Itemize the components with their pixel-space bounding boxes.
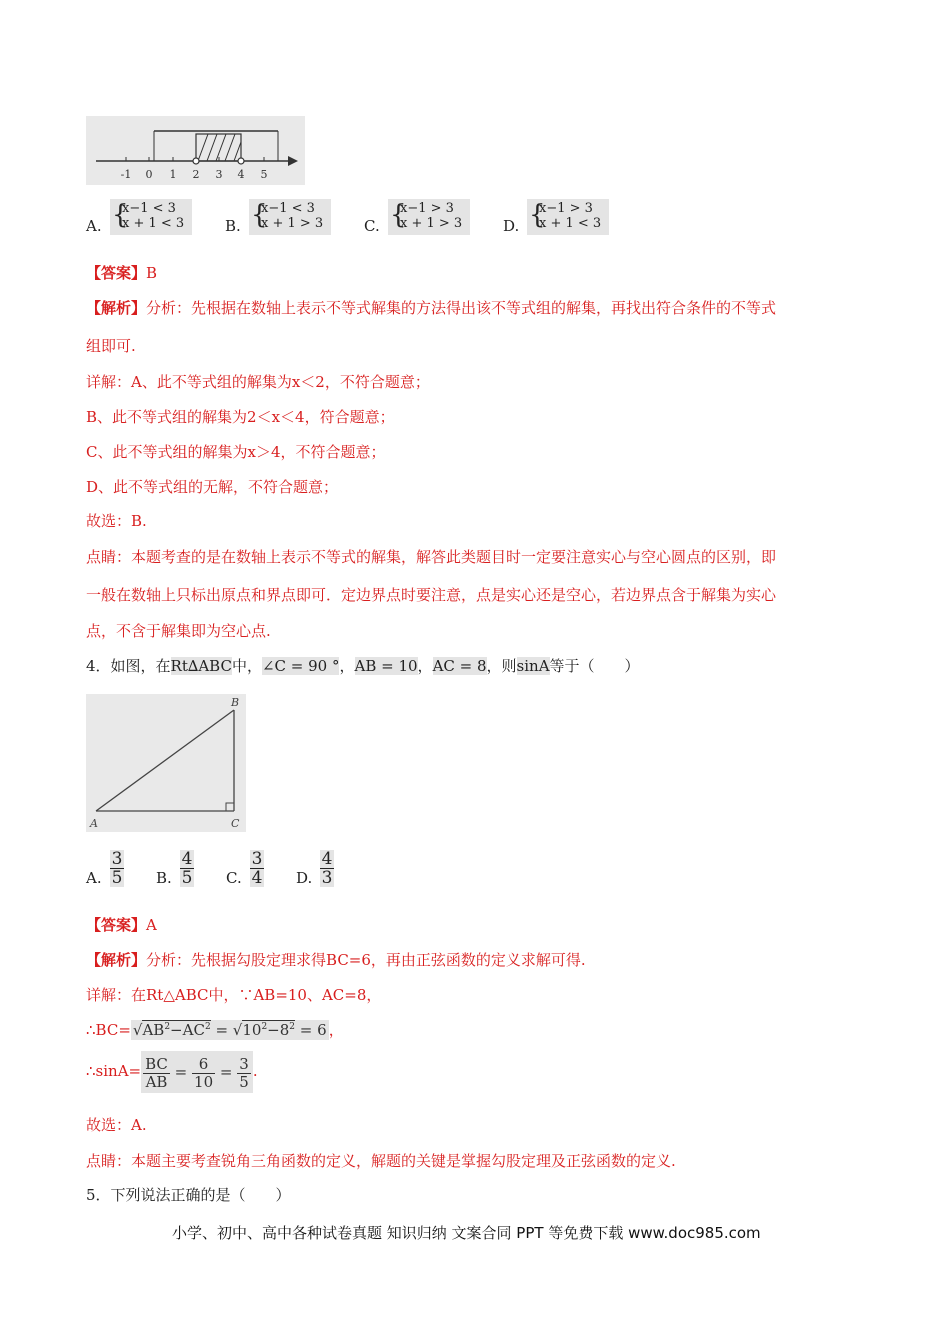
option-a-system: { x−1 < 3 x + 1 < 3 (110, 199, 192, 235)
inequality-2: x + 1 < 3 (122, 216, 185, 231)
q3-analysis-line-1: 【解析】分析：先根据在数轴上表示不等式解集的方法得出该不等式组的解集，再找出符合条件的不等式 (86, 299, 777, 317)
q3-detail-c: C、此不等式组的解集为x＞4，不符合题意； (86, 443, 386, 461)
option-b-label: B. (225, 217, 241, 235)
sin-expression: $\frac{BC}{AB}$ = $\frac{6}{10}$ = $\frac{3}{5}$ (141, 1051, 253, 1093)
q3-detail-b: B、此不等式组的解集为2＜x＜4，符合题意； (86, 408, 395, 426)
tick-label: -1 (120, 168, 132, 181)
inequality-1: x−1 < 3 (261, 201, 315, 216)
q4-option-b-label: B. (156, 869, 172, 887)
page-footer: 小学、初中、高中各种试卷真题 知识归纳 文案合同 PPT 等免费下载 www.doc985.com (172, 1224, 761, 1242)
tick-label: 4 (237, 168, 245, 181)
q3-comment-line-2: 一般在数轴上只标出原点和界点即可．定边界点时要注意，点是实心还是空心，若边界点含于解集为实心 (86, 586, 777, 604)
q4-option-d-fraction: 4 3 (321, 849, 333, 888)
q4-answer: 【答案】A (86, 916, 157, 934)
vertex-c-label: C (231, 817, 240, 830)
q4-question: 4．如图，在Rt∆ABC中，∠C = 90 °，AB = 10，AC = 8，则sinA等于（ ） (86, 657, 640, 675)
vertex-a-label: A (90, 817, 98, 830)
tick-label: 5 (260, 168, 268, 181)
q4-comment: 点睛：本题主要考查锐角三角函数的定义，解题的关键是掌握勾股定理及正弦函数的定义. (86, 1152, 676, 1170)
q3-detail-a: 详解：A、此不等式组的解集为x＜2，不符合题意； (86, 373, 430, 391)
q4-option-c-label: C. (226, 869, 242, 887)
q4-choose: 故选：A. (86, 1116, 147, 1134)
inequality-2: x + 1 > 3 (261, 216, 324, 231)
tick-label: 2 (192, 168, 200, 181)
tick-label: 1 (169, 168, 177, 181)
q4-option-a-label: A. (86, 869, 102, 887)
inequality-2: x + 1 < 3 (539, 216, 602, 231)
option-a-label: A. (86, 217, 102, 235)
tick-label: 3 (215, 168, 223, 181)
option-b-system: { x−1 < 3 x + 1 > 3 (249, 199, 331, 235)
number-line-figure (86, 116, 305, 185)
option-c-system: { x−1 > 3 x + 1 > 3 (388, 199, 470, 235)
q4-detail: 详解：在Rt△ABC中，∵AB=10、AC=8， (86, 986, 382, 1004)
q3-detail-d: D、此不等式组的无解，不符合题意； (86, 478, 339, 496)
q5-question: 5．下列说法正确的是（ ） (86, 1186, 291, 1204)
tick-label: 0 (145, 168, 153, 181)
triangle-figure (86, 694, 246, 832)
number-line-svg (86, 116, 305, 185)
q4-sin-line: ∴sinA= $\frac{BC}{AB}$ = $\frac{6}{10}$ = $\frac{3}{5}$ . (86, 1050, 258, 1093)
vertex-b-label: B (231, 696, 240, 709)
q4-option-d-label: D. (296, 869, 313, 887)
q4-bc-line: ∴BC= $√AB^2-AC^2 = √10^2-8^2 = 6$ ， (86, 1021, 344, 1039)
option-c-label: C. (364, 217, 380, 235)
triangle-svg (86, 694, 246, 832)
q4-option-b-fraction: 4 5 (181, 849, 193, 888)
q4-option-c-fraction: 3 4 (251, 849, 263, 888)
option-d-system: { x−1 > 3 x + 1 < 3 (527, 199, 609, 235)
q3-comment-line-1: 点睛：本题考查的是在数轴上表示不等式的解集，解答此类题目时一定要注意实心与空心圆点的区别，即 (86, 548, 777, 566)
inequality-1: x−1 > 3 (539, 201, 593, 216)
option-d-label: D. (503, 217, 520, 235)
q3-comment-line-3: 点，不含于解集即为空心点. (86, 622, 271, 640)
q4-analysis: 【解析】分析：先根据勾股定理求得BC=6，再由正弦函数的定义求解可得. (86, 951, 586, 969)
inequality-2: x + 1 > 3 (400, 216, 463, 231)
q3-choose: 故选：B. (86, 512, 147, 530)
inequality-1: x−1 < 3 (122, 201, 176, 216)
q3-analysis-line-2: 组即可. (86, 337, 136, 355)
bc-expression: $√AB^2-AC^2 = √10^2-8^2 = 6$ (132, 1021, 327, 1039)
q4-option-a-fraction: 3 5 (111, 849, 123, 888)
q3-answer: 【答案】B (86, 264, 158, 282)
inequality-1: x−1 > 3 (400, 201, 454, 216)
